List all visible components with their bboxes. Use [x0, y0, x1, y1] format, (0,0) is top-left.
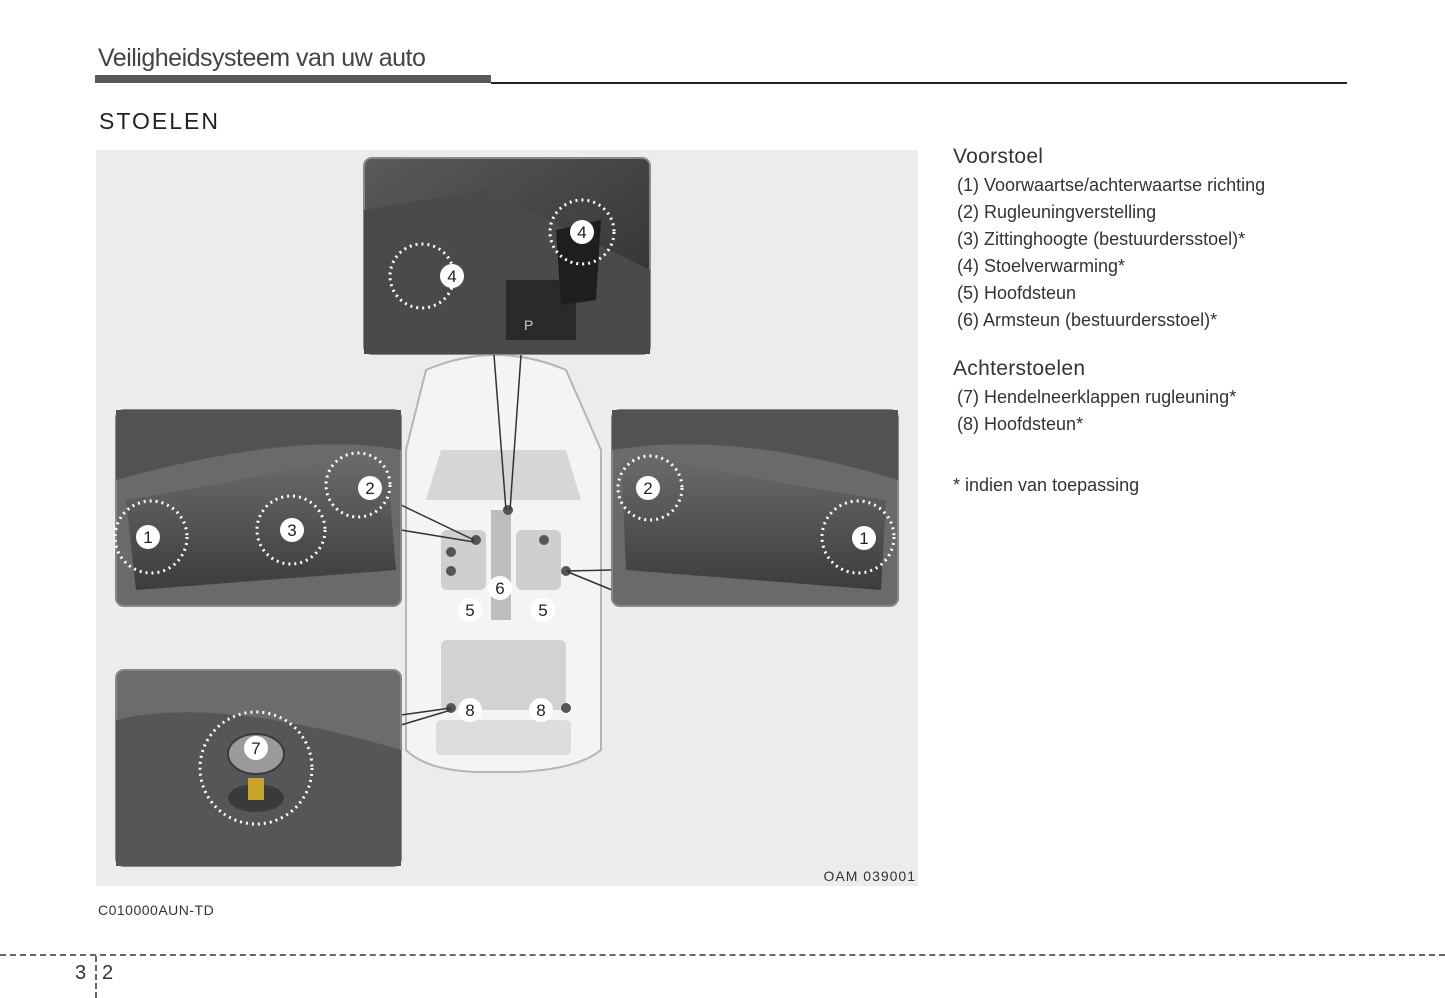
- shift-indicator: P: [524, 317, 534, 333]
- header-rule: [491, 82, 1347, 84]
- callout-4a: 4: [447, 267, 457, 286]
- section-title: STOELEN: [99, 108, 220, 134]
- seats-illustration: [96, 150, 918, 886]
- callout-2b: 2: [643, 479, 653, 498]
- page-number: 2: [102, 962, 114, 984]
- callout-5a: 5: [465, 601, 475, 620]
- callout-1b: 1: [859, 529, 869, 548]
- document-code: C010000AUN-TD: [98, 902, 215, 918]
- front-item: (4) Stoelverwarming*: [957, 256, 1126, 276]
- seats-diagram: [96, 150, 918, 886]
- callout-6: 6: [495, 579, 505, 598]
- figure-code: OAM 039001: [823, 868, 916, 884]
- footnote: * indien van toepassing: [953, 475, 1140, 495]
- footer-divider: [0, 954, 1445, 956]
- callout-7: 7: [251, 739, 261, 758]
- front-item: (1) Voorwaartse/achterwaartse richting: [957, 175, 1266, 195]
- inset-passenger-seat: [612, 410, 898, 606]
- header-bar: [95, 75, 491, 83]
- front-item: (3) Zittinghoogte (bestuurdersstoel)*: [957, 229, 1246, 249]
- callout-3: 3: [287, 521, 297, 540]
- rear-item: (8) Hoofdsteun*: [957, 414, 1084, 434]
- rear-seats-heading: Achterstoelen: [953, 357, 1086, 380]
- inset-rear-lever: [116, 670, 401, 866]
- callout-5b: 5: [538, 601, 548, 620]
- callout-8a: 8: [465, 701, 475, 720]
- rear-item: (7) Hendelneerklappen rugleuning*: [957, 387, 1237, 407]
- inset-console: [364, 158, 650, 354]
- front-item: (6) Armsteun (bestuurdersstoel)*: [957, 310, 1218, 330]
- front-seats-heading: Voorstoel: [953, 145, 1044, 168]
- footer-separator: [95, 956, 97, 998]
- callout-4b: 4: [577, 223, 587, 242]
- legend-column: [953, 145, 1413, 496]
- inset-driver-seat: [115, 410, 401, 606]
- front-item: (5) Hoofdsteun: [957, 283, 1077, 303]
- front-item: (2) Rugleuningverstelling: [957, 202, 1157, 222]
- callout-1a: 1: [143, 528, 153, 547]
- header-title: Veiligheidsysteem van uw auto: [98, 44, 426, 72]
- callout-2a: 2: [365, 479, 375, 498]
- chapter-number: 3: [75, 962, 87, 984]
- callout-8b: 8: [536, 701, 546, 720]
